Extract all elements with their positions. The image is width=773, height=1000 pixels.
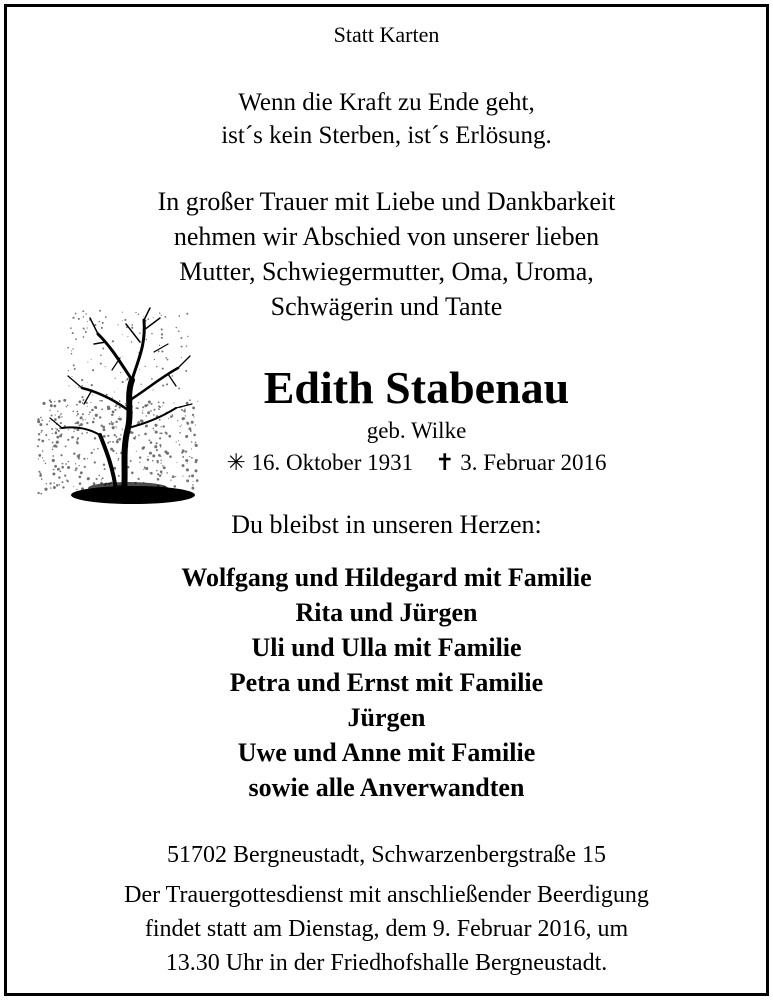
service-line-2: findet statt am Dienstag, dem 9. Februar 2016, um (144, 916, 629, 942)
mourner-line-2: Rita und Jürgen (295, 598, 478, 627)
life-dates (0, 450, 773, 476)
mourner-line-4: Petra und Ernst mit Familie (229, 668, 544, 697)
maiden-name: geb. Wilke (366, 418, 467, 443)
birth-star-icon: ✳ (226, 450, 246, 475)
remembrance-text: Du bleibst in unseren Herzen: (231, 510, 542, 539)
death-date: 3. Februar 2016 (460, 450, 607, 475)
intro-line-4: Schwägerin und Tante (270, 292, 503, 321)
birth-date: 16. Oktober 1931 (251, 450, 414, 475)
intro-line-1: In großer Trauer mit Liebe und Dankbarkeit (157, 187, 616, 216)
death-cross-icon: ✝ (435, 450, 455, 475)
verse-line-2: ist´s kein Sterben, ist´s Erlösung. (221, 122, 552, 149)
mourner-line-3: Uli und Ulla mit Familie (251, 633, 522, 662)
address-text: 51702 Bergneustadt, Schwarzenbergstraße 15 (167, 842, 606, 868)
mourner-line-1: Wolfgang und Hildegard mit Familie (181, 563, 592, 592)
mourner-line-5: Jürgen (347, 703, 426, 732)
mourner-line-6: Uwe und Anne mit Familie (237, 738, 536, 767)
header-text: Statt Karten (333, 22, 440, 47)
service-line-3: 13.30 Uhr in der Friedhofshalle Bergneustadt. (165, 950, 608, 976)
intro-line-3: Mutter, Schwiegermutter, Oma, Uroma, (179, 257, 594, 286)
mourner-line-7: sowie alle Anverwandten (248, 773, 525, 802)
deceased-name: Edith Stabenau (263, 362, 570, 413)
verse-line-1: Wenn die Kraft zu Ende geht, (238, 89, 535, 116)
intro-line-2: nehmen wir Abschied von unserer lieben (173, 222, 600, 251)
service-line-1: Der Trauergottesdienst mit anschließender Beerdigung (124, 882, 649, 908)
